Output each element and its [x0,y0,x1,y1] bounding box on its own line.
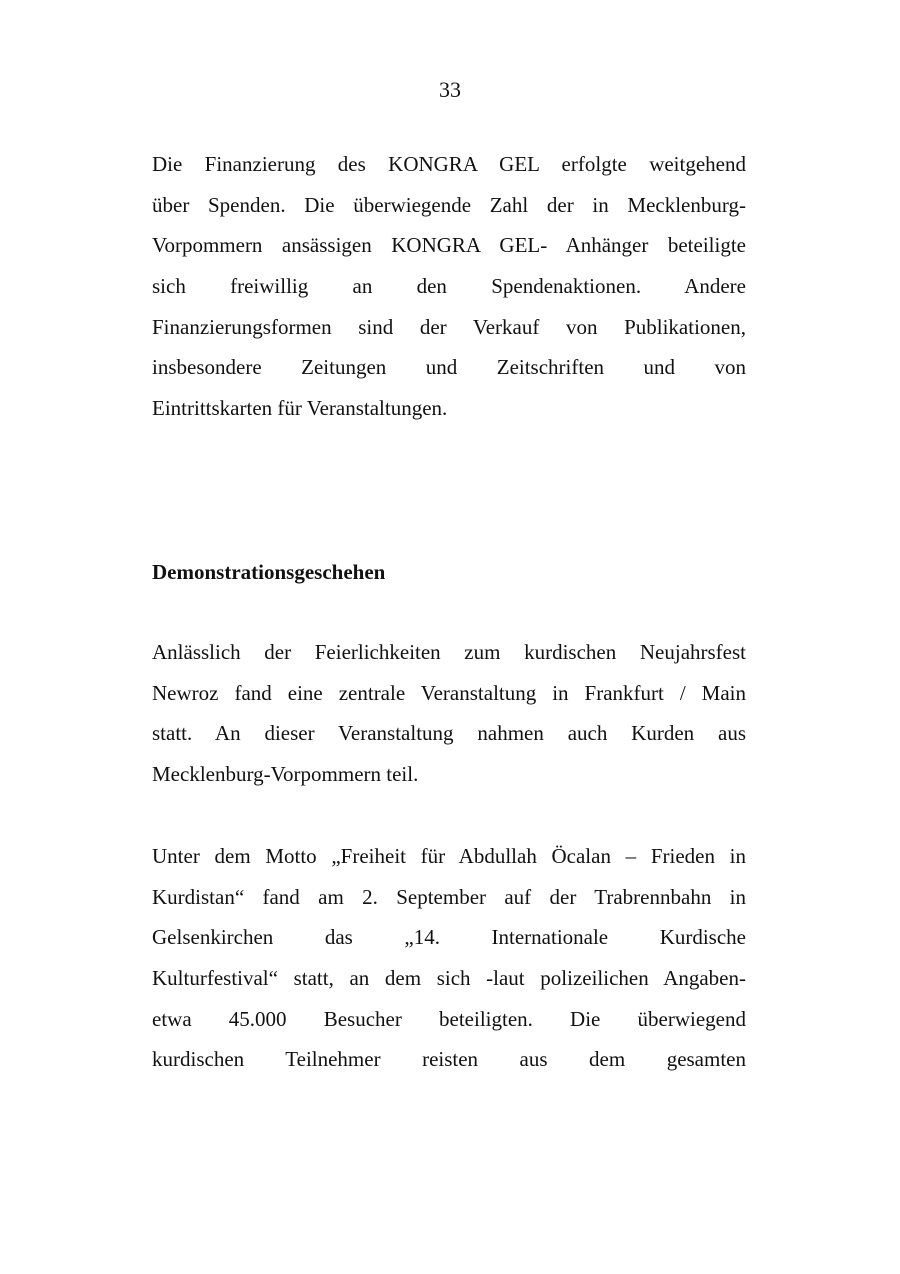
text-line: Die Finanzierung des KONGRA GEL erfolgte weitgehend [152,152,746,176]
text-line: insbesondere Zeitungen und Zeitschriften und von [152,355,746,380]
text-line: Kurdistan“ fand am 2. September auf der Trabrennbahn in [152,884,746,909]
text-line: über Spenden. Die überwiegende Zahl der in Mecklenburg- [152,192,746,217]
text-line: Eintrittskarten für Veranstaltungen. [152,396,448,421]
paragraph-financing [152,144,746,429]
paragraph-newroz [152,632,746,795]
text-line: Anlässlich der Feierlichkeiten zum kurdischen Neujahrsfest [152,640,746,664]
text-line: etwa 45.000 Besucher beteiligten. Die überwiegend [152,1006,746,1031]
text-line: statt. An dieser Veranstaltung nahmen auch Kurden aus [152,721,746,746]
text-line: Vorpommern ansässigen KONGRA GEL- Anhänger beteiligte [152,233,746,258]
section-heading: Demonstrationsgeschehen [152,560,386,584]
page-number: 33 [439,77,461,102]
text-line: kurdischen Teilnehmer reisten aus dem gesamten [152,1047,746,1072]
text-line: sich freiwillig an den Spendenaktionen. Andere [152,274,746,299]
text-line: Newroz fand eine zentrale Veranstaltung in Frankfurt / Main [152,680,746,705]
paragraph-festival [152,836,746,1080]
text-line: Unter dem Motto „Freiheit für Abdullah Öcalan – Frieden in [152,844,746,868]
text-line: Kulturfestival“ statt, an dem sich -laut polizeilichen Angaben- [152,966,746,991]
text-line: Finanzierungsformen sind der Verkauf von Publikationen, [152,314,746,339]
text-line: Gelsenkirchen das „14. Internationale Kurdische [152,925,746,950]
text-line: Mecklenburg-Vorpommern teil. [152,762,419,787]
